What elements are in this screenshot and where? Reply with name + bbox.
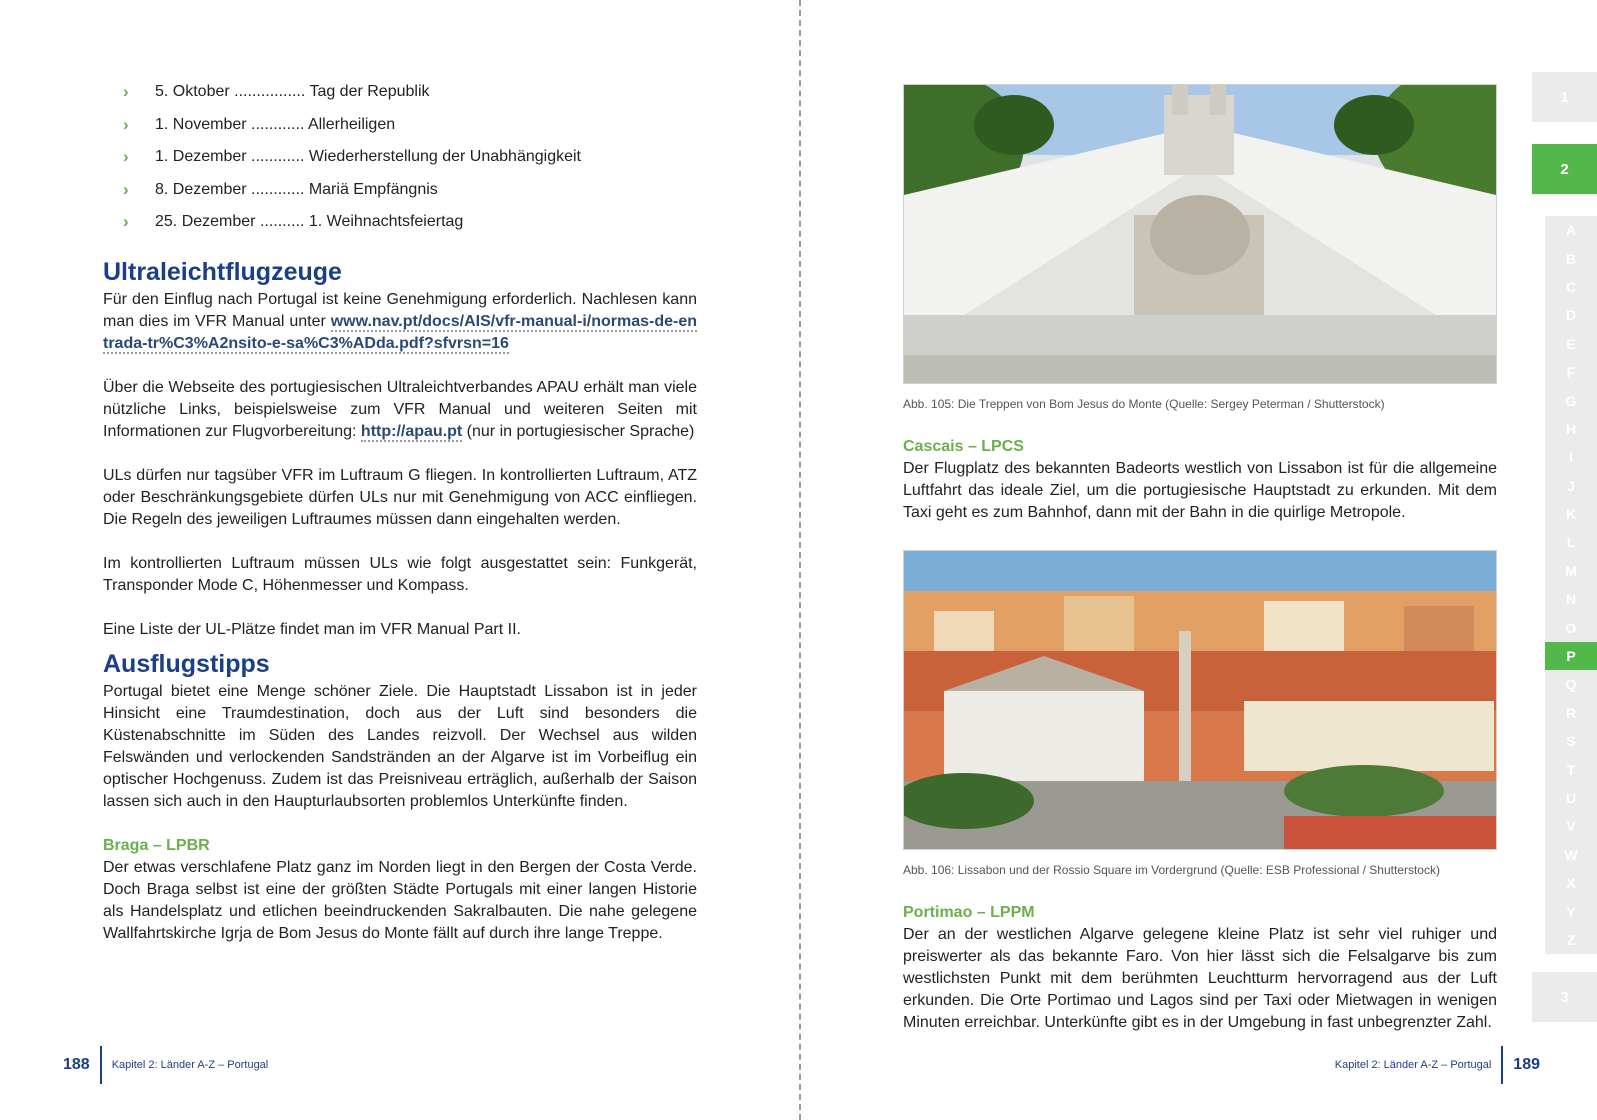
holiday-name: Tag der Republik bbox=[309, 83, 430, 100]
letter-tab-x[interactable]: X bbox=[1566, 875, 1576, 892]
letter-tab-f[interactable]: F bbox=[1566, 364, 1576, 381]
chevron-right-icon: › bbox=[123, 179, 129, 199]
trip-paragraph: Portugal bietet eine Menge schöner Ziele. Die Hauptstadt Lissabon ist in jeder Hinsicht eine Traumdestination, doch aus der Luft sind besonders die Küstenabschnitte im Süden des Landes reizvoll. Der Wechsel aus wilden Felswänden und verlockenden Sandstränden an der Algarve ist im Vorbeiflug ein optischer Hochgenuss. Zudem ist das Preisniveau erträglich, außerhalb der Saison lassen sich auch in den Haupturlaubsorten problemlos Unterkünfte finden. bbox=[103, 682, 697, 810]
letter-tab-g[interactable]: G bbox=[1565, 392, 1577, 409]
letter-index bbox=[1545, 216, 1597, 954]
letter-tab-v[interactable]: V bbox=[1566, 818, 1576, 835]
vfr-manual-link[interactable]: www.nav.pt/docs/AIS/vfr-manual-i/normas-de-entrada-tr%C3%A2nsito-e-sa%C3%ADda.pdf?sfvrsn=16 bbox=[103, 312, 697, 352]
chapter-label-left: Kapitel 2: Länder A-Z – Portugal bbox=[111, 1059, 269, 1071]
stairs-image bbox=[904, 85, 1496, 383]
chapter-tab-2[interactable]: 2 bbox=[1532, 144, 1597, 194]
left-page bbox=[103, 78, 697, 945]
chevron-right-icon: › bbox=[123, 114, 129, 134]
letter-tab-c[interactable]: C bbox=[1565, 278, 1577, 295]
footer-bar bbox=[100, 1046, 102, 1084]
holiday-item bbox=[103, 143, 697, 176]
holiday-item bbox=[103, 78, 697, 111]
cascais-paragraph: Der Flugplatz des bekannten Badeorts westlich von Lissabon ist für die allgemeine Luftfahrt das ideale Ziel, um die portugiesische Hauptstadt zu erkunden. Mit dem Taxi geht es zum Bahnhof, dann mit der Bahn in die quirlige Metropole. bbox=[903, 460, 1497, 521]
letter-tab-z[interactable]: Z bbox=[1566, 931, 1576, 948]
holiday-date: 8. Dezember bbox=[155, 180, 247, 198]
letter-tab-i[interactable]: I bbox=[1569, 449, 1573, 466]
holiday-date: 1. November bbox=[155, 115, 247, 133]
letter-tab-u[interactable]: U bbox=[1565, 790, 1577, 806]
chevron-right-icon: › bbox=[123, 82, 129, 101]
letter-tab-p[interactable]: P bbox=[1545, 642, 1597, 670]
ul-paragraph-2: Über die Webseite des portugiesischen Ultraleichtverbandes APAU erhält man viele nützliche Links, beispielsweise zum VFR Manual und weiteren Seiten mit Informationen zur Flugvorbereitung: http://apau.pt (nur in portugiesischer Sprache) bbox=[103, 378, 697, 440]
braga-heading: Braga – LPBR bbox=[103, 836, 210, 854]
page-divider bbox=[799, 0, 801, 1120]
letter-tab-w[interactable]: W bbox=[1564, 846, 1578, 863]
lisbon-photo bbox=[903, 550, 1497, 850]
letter-tab-b[interactable]: B bbox=[1565, 250, 1577, 267]
holiday-list bbox=[103, 78, 697, 241]
holiday-dots: .......... bbox=[255, 213, 309, 230]
holiday-dots: ............ bbox=[246, 115, 308, 133]
page-number-left: 188 bbox=[63, 1056, 90, 1073]
ul-paragraph-5: Eine Liste der UL-Plätze findet man im VFR Manual Part II. bbox=[103, 620, 521, 638]
ul-paragraph-3: ULs dürfen nur tagsüber VFR im Luftraum G fliegen. In kontrollierten Luftraum, ATZ oder Beschränkungsgebiete dürfen ULs nur mit Genehmigung von ACC einfliegen. Die Regeln des jeweiligen Luftraumes müssen dann eingehalten werden. bbox=[103, 466, 697, 528]
braga-paragraph: Der etwas verschlafene Platz ganz im Norden liegt in den Bergen der Costa Verde. Doch Braga selbst ist eine der größten Städte Portugals mit einer langen Historie als Handelsplatz und etlichen beeindruckenden Sakralbauten. Die nahe gelegene Wallfahrtskirche Igrja de Bom Jesus do Monte fällt auf durch ihre lange Treppe. bbox=[103, 858, 697, 942]
letter-tab-h[interactable]: H bbox=[1565, 420, 1577, 437]
letter-tab-k[interactable]: K bbox=[1565, 506, 1577, 523]
chevron-right-icon: › bbox=[123, 212, 129, 231]
holiday-item bbox=[103, 111, 697, 144]
footer-left bbox=[63, 1045, 268, 1085]
letter-tab-d[interactable]: D bbox=[1565, 307, 1577, 324]
holiday-name: Mariä Empfängnis bbox=[308, 180, 438, 198]
holiday-date: 25. Dezember bbox=[155, 213, 256, 230]
bom-jesus-photo bbox=[903, 84, 1497, 384]
right-page bbox=[903, 84, 1497, 1034]
portimao-heading: Portimao – LPPM bbox=[903, 904, 1035, 921]
letter-tab-l[interactable]: L bbox=[1566, 534, 1576, 551]
ul-heading: Ultraleichtflugzeuge bbox=[103, 257, 342, 286]
letter-tab-e[interactable]: E bbox=[1566, 335, 1576, 352]
caption-106: Abb. 106: Lissabon und der Rossio Square im Vordergrund (Quelle: ESB Professional / Shutterstock) bbox=[903, 863, 1440, 877]
footer-bar bbox=[1501, 1046, 1503, 1084]
footer-right bbox=[1335, 1045, 1540, 1085]
chapter-tab-1[interactable]: 1 bbox=[1532, 72, 1597, 122]
caption-105: Abb. 105: Die Treppen von Bom Jesus do Monte (Quelle: Sergey Peterman / Shutterstock) bbox=[903, 397, 1385, 411]
apau-link[interactable]: http://apau.pt bbox=[360, 422, 463, 440]
holiday-dots: ............ bbox=[246, 148, 309, 165]
holiday-item bbox=[103, 176, 697, 209]
chapter-label-right: Kapitel 2: Länder A-Z – Portugal bbox=[1334, 1059, 1492, 1071]
holiday-name: Allerheiligen bbox=[307, 115, 396, 133]
letter-tab-n[interactable]: N bbox=[1565, 591, 1577, 608]
holiday-name: Wiederherstellung der Unabhängigkeit bbox=[308, 148, 581, 165]
letter-tab-o[interactable]: O bbox=[1565, 619, 1577, 636]
holiday-dots: ............ bbox=[246, 180, 309, 198]
letter-tab-s[interactable]: S bbox=[1566, 733, 1576, 750]
letter-tab-m[interactable]: M bbox=[1565, 562, 1577, 579]
chapter-tab-3[interactable]: 3 bbox=[1532, 972, 1597, 1022]
letter-tab-t[interactable]: T bbox=[1566, 761, 1576, 778]
lisbon-image bbox=[904, 551, 1496, 849]
trip-heading: Ausflugstipps bbox=[103, 649, 270, 678]
letter-tab-r[interactable]: R bbox=[1565, 704, 1577, 721]
page-number-right: 189 bbox=[1513, 1056, 1540, 1073]
letter-tab-j[interactable]: J bbox=[1567, 477, 1575, 494]
ul-paragraph-1: Für den Einflug nach Portugal ist keine Genehmigung erforderlich. Nachlesen kann man dies im VFR Manual unter www.nav.pt/docs/AIS/vfr-manual-i/normas-de-entrada-tr%C3%A2nsito-e-sa%C3%ADda.pdf?sfvrsn=16 bbox=[103, 290, 697, 352]
holiday-date: 1. Dezember bbox=[155, 148, 247, 165]
ul-paragraph-4: Im kontrollierten Luftraum müssen ULs wie folgt ausgestattet sein: Funkgerät, Transponder Mode C, Höhenmesser und Kompass. bbox=[103, 554, 697, 594]
chevron-right-icon: › bbox=[123, 147, 129, 166]
holiday-name: 1. Weihnachtsfeiertag bbox=[308, 213, 464, 230]
portimao-paragraph: Der an der westlichen Algarve gelegene kleine Platz ist sehr viel ruhiger und preiswerter als das bekannte Faro. Von hier lässt sich die Felsalgarve bis zum westlichsten Punkt mit dem berühmten Leuchtturm hervorragend aus der Luft erkunden. Die Orte Portimao und Lagos sind per Taxi oder Mietwagen in wenigen Minuten erreichbar. Unterkünfte gibt es in der Umgebung in fast unbegrenzter Zahl. bbox=[903, 926, 1497, 1031]
cascais-heading: Cascais – LPCS bbox=[903, 438, 1024, 455]
holiday-dots: ................ bbox=[229, 83, 310, 100]
letter-tab-y[interactable]: Y bbox=[1566, 903, 1576, 920]
letter-tab-a[interactable]: A bbox=[1565, 222, 1577, 239]
holiday-date: 5. Oktober bbox=[155, 83, 230, 100]
holiday-item bbox=[103, 208, 697, 241]
letter-tab-q[interactable]: Q bbox=[1565, 676, 1577, 693]
